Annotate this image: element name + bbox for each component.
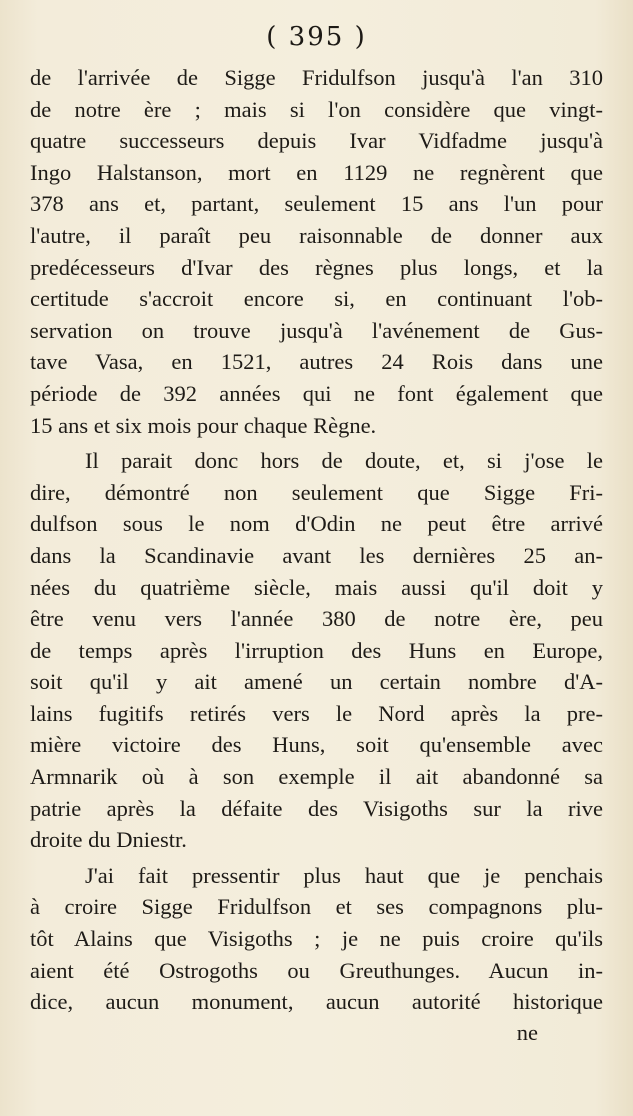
body-text: [30, 62, 603, 1018]
text-line: soit qu'il y ait amené un certain nombre d'A-: [30, 669, 603, 695]
text-line: dulfson sous le nom d'Odin ne peut être arrivé: [30, 511, 603, 537]
text-line: patrie après la défaite des Visigoths sur la rive: [30, 795, 603, 821]
page-number: ( 395 ): [266, 22, 367, 52]
text-line: predécesseurs d'Ivar des règnes plus longs, et la: [30, 254, 603, 280]
text-line: dans la Scandinavie avant les dernières 25 an-: [30, 542, 603, 568]
text-line: droite du Dniestr.: [30, 827, 187, 853]
text-line: lains fugitifs retirés vers le Nord après la pre-: [30, 700, 603, 726]
text-line: aient été Ostrogoths ou Greuthunges. Aucun in-: [30, 957, 603, 983]
text-line: de l'arrivée de Sigge Fridulfson jusqu'à l'an 310: [30, 65, 603, 90]
text-line: Ingo Halstanson, mort en 1129 ne regnèrent que: [30, 159, 603, 185]
text-line: tôt Alains que Visigoths ; je ne puis croire qu'ils: [30, 926, 603, 952]
text-line: de notre ère ; mais si l'on considère que vingt-: [30, 96, 603, 122]
text-line: nées du quatrième siècle, mais aussi qu'il doit y: [30, 574, 603, 600]
paragraph: [30, 62, 603, 441]
text-line: quatre successeurs depuis Ivar Vidfadme jusqu'à: [30, 128, 603, 154]
text-line: J'ai fait pressentir plus haut que je penchais: [85, 862, 603, 888]
text-line: mière victoire des Huns, soit qu'ensemble avec: [30, 732, 603, 758]
text-line: Il parait donc hors de doute, et, si j'ose le: [85, 448, 603, 474]
text-line: Armnarik où à son exemple il ait abandonné sa: [30, 764, 603, 790]
text-line: être venu vers l'année 380 de notre ère, peu: [30, 606, 603, 632]
text-line: l'autre, il paraît peu raisonnable de donner aux: [30, 222, 603, 248]
text-line: de temps après l'irruption des Huns en Europe,: [30, 637, 603, 663]
paragraph: [30, 445, 603, 856]
text-line: 378 ans et, partant, seulement 15 ans l'un pour: [30, 191, 603, 217]
text-line: période de 392 années qui ne font également que: [30, 380, 603, 406]
catchword: ne: [516, 1020, 538, 1045]
text-line: 15 ans et six mois pour chaque Règne.: [30, 412, 377, 438]
text-line: dire, démontré non seulement que Sigge Fri-: [30, 479, 603, 505]
text-line: tave Vasa, en 1521, autres 24 Rois dans une: [30, 349, 603, 375]
text-line: servation on trouve jusqu'à l'avénement de Gus-: [30, 317, 603, 343]
text-line: certitude s'accroit encore si, en continuant l'ob-: [30, 286, 603, 312]
paragraph: [30, 860, 603, 1018]
text-line: dice, aucun monument, aucun autorité historique: [30, 989, 603, 1015]
text-line: à croire Sigge Fridulfson et ses compagnons plu-: [30, 894, 603, 920]
